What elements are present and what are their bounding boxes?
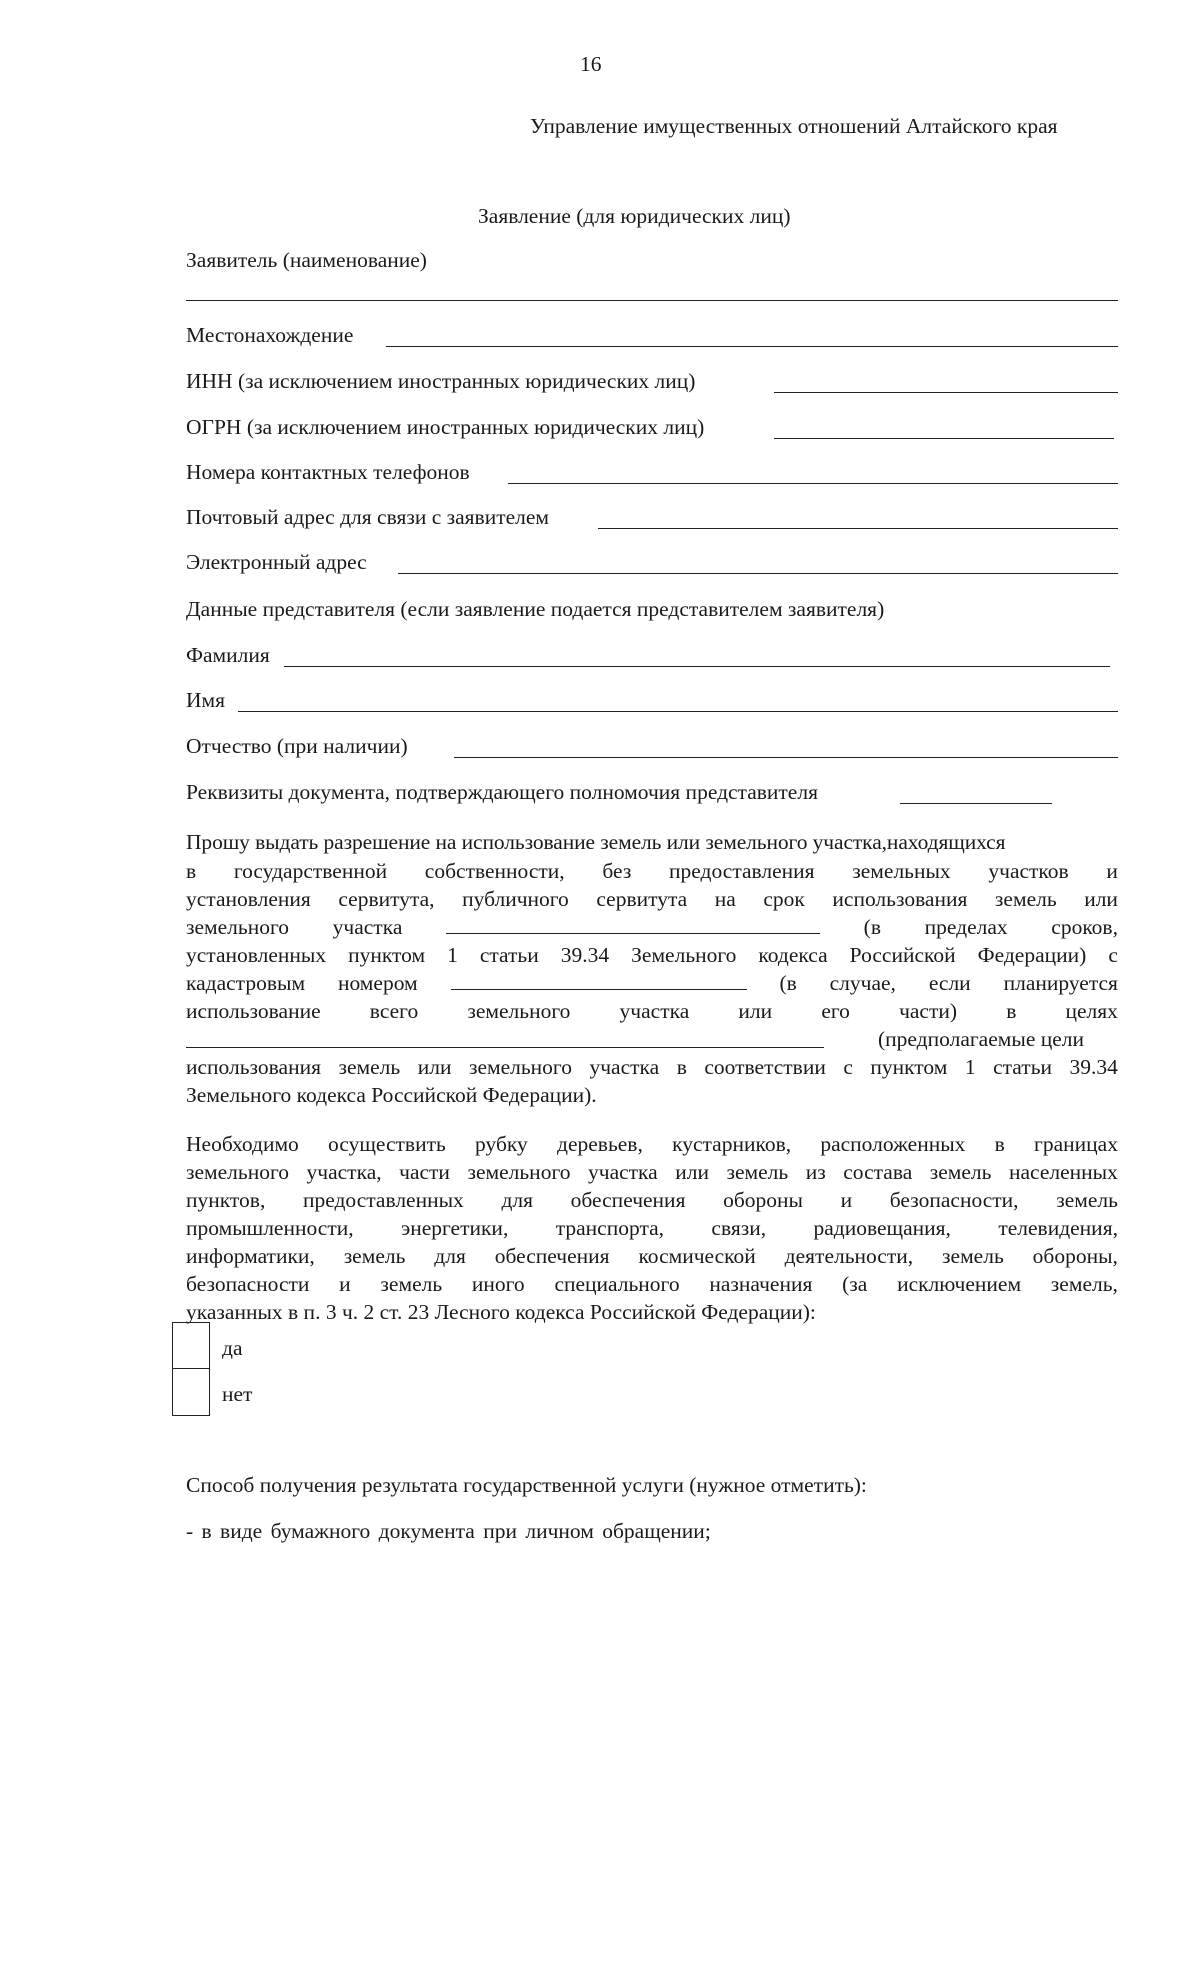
no-label: нет [222,1382,253,1406]
felling-line-1: Необходимо осуществить рубку деревьев, кустарников, расположенных в границах [186,1132,1118,1156]
result-heading: Способ получения результата государственной услуги (нужное отметить): [186,1473,867,1497]
felling-line-5: информатики, земель для обеспечения космической деятельности, земель обороны, [186,1244,1118,1268]
result-option-paper: - в виде бумажного документа при личном обращении; [186,1519,711,1543]
applicant-name-label: Заявитель (наименование) [186,248,427,272]
request-line-5: установленных пунктом 1 статьи 39.34 Земельного кодекса Российской Федерации) с [186,943,1118,967]
applicant-name-line[interactable] [186,300,1118,301]
no-checkbox[interactable] [172,1368,210,1416]
phones-line[interactable] [508,483,1118,484]
request-line-1: Прошу выдать разрешение на использование земель или земельного участка,находящихся [186,830,1006,854]
request-line-7: использование всего земельного участка или его части) в целях [186,999,1118,1023]
email-line[interactable] [398,573,1118,574]
request-line-4: земельного участка (в пределах сроков, [186,915,1118,939]
postal-address-line[interactable] [598,528,1118,529]
request-line-9: использования земель или земельного участка в соответствии с пунктом 1 статьи 39.34 [186,1055,1118,1079]
felling-line-2: земельного участка, части земельного участка или земель из состава земель населенных [186,1160,1118,1184]
location-label: Местонахождение [186,323,354,347]
ogrn-label: ОГРН (за исключением иностранных юридических лиц) [186,415,705,439]
felling-line-7: указанных в п. 3 ч. 2 ст. 23 Лесного кодекса Российской Федерации): [186,1300,816,1324]
location-line[interactable] [386,346,1118,347]
request-line-6: кадастровым номером (в случае, если планируется [186,971,1118,995]
authority-doc-label: Реквизиты документа, подтверждающего полномочия представителя [186,780,818,804]
purpose-blank[interactable] [186,1047,824,1048]
request-line-3: установления сервитута, публичного сервитута на срок использования земель или [186,887,1118,911]
yes-label: да [222,1336,243,1360]
patronymic-line[interactable] [454,757,1118,758]
request-line-2: в государственной собственности, без предоставления земельных участков и [186,859,1118,883]
authority-doc-line[interactable] [900,803,1052,804]
surname-line[interactable] [284,666,1110,667]
postal-address-label: Почтовый адрес для связи с заявителем [186,505,550,529]
request-line-8: (предполагаемые цели [878,1027,1085,1051]
request-line-10: Земельного кодекса Российской Федерации). [186,1083,597,1107]
felling-line-6: безопасности и земель иного специального назначения (за исключением земель, [186,1272,1118,1296]
ogrn-line[interactable] [774,438,1114,439]
yes-checkbox[interactable] [172,1322,210,1369]
felling-line-3: пунктов, предоставленных для обеспечения обороны и безопасности, земель [186,1188,1118,1212]
recipient: Управление имущественных отношений Алтайского края [530,114,1058,138]
cadastral-number-blank[interactable] [451,969,747,990]
surname-label: Фамилия [186,643,270,667]
felling-line-4: промышленности, энергетики, транспорта, связи, радиовещания, телевидения, [186,1216,1118,1240]
form-title: Заявление (для юридических лиц) [478,204,791,228]
first-name-line[interactable] [238,711,1118,712]
phones-label: Номера контактных телефонов [186,460,470,484]
inn-line[interactable] [774,392,1118,393]
email-label: Электронный адрес [186,550,367,574]
representative-header: Данные представителя (если заявление подается представителем заявителя) [186,597,885,621]
page-number: 16 [580,52,602,76]
term-blank[interactable] [446,913,820,934]
first-name-label: Имя [186,688,226,712]
patronymic-label: Отчество (при наличии) [186,734,408,758]
inn-label: ИНН (за исключением иностранных юридических лиц) [186,369,696,393]
